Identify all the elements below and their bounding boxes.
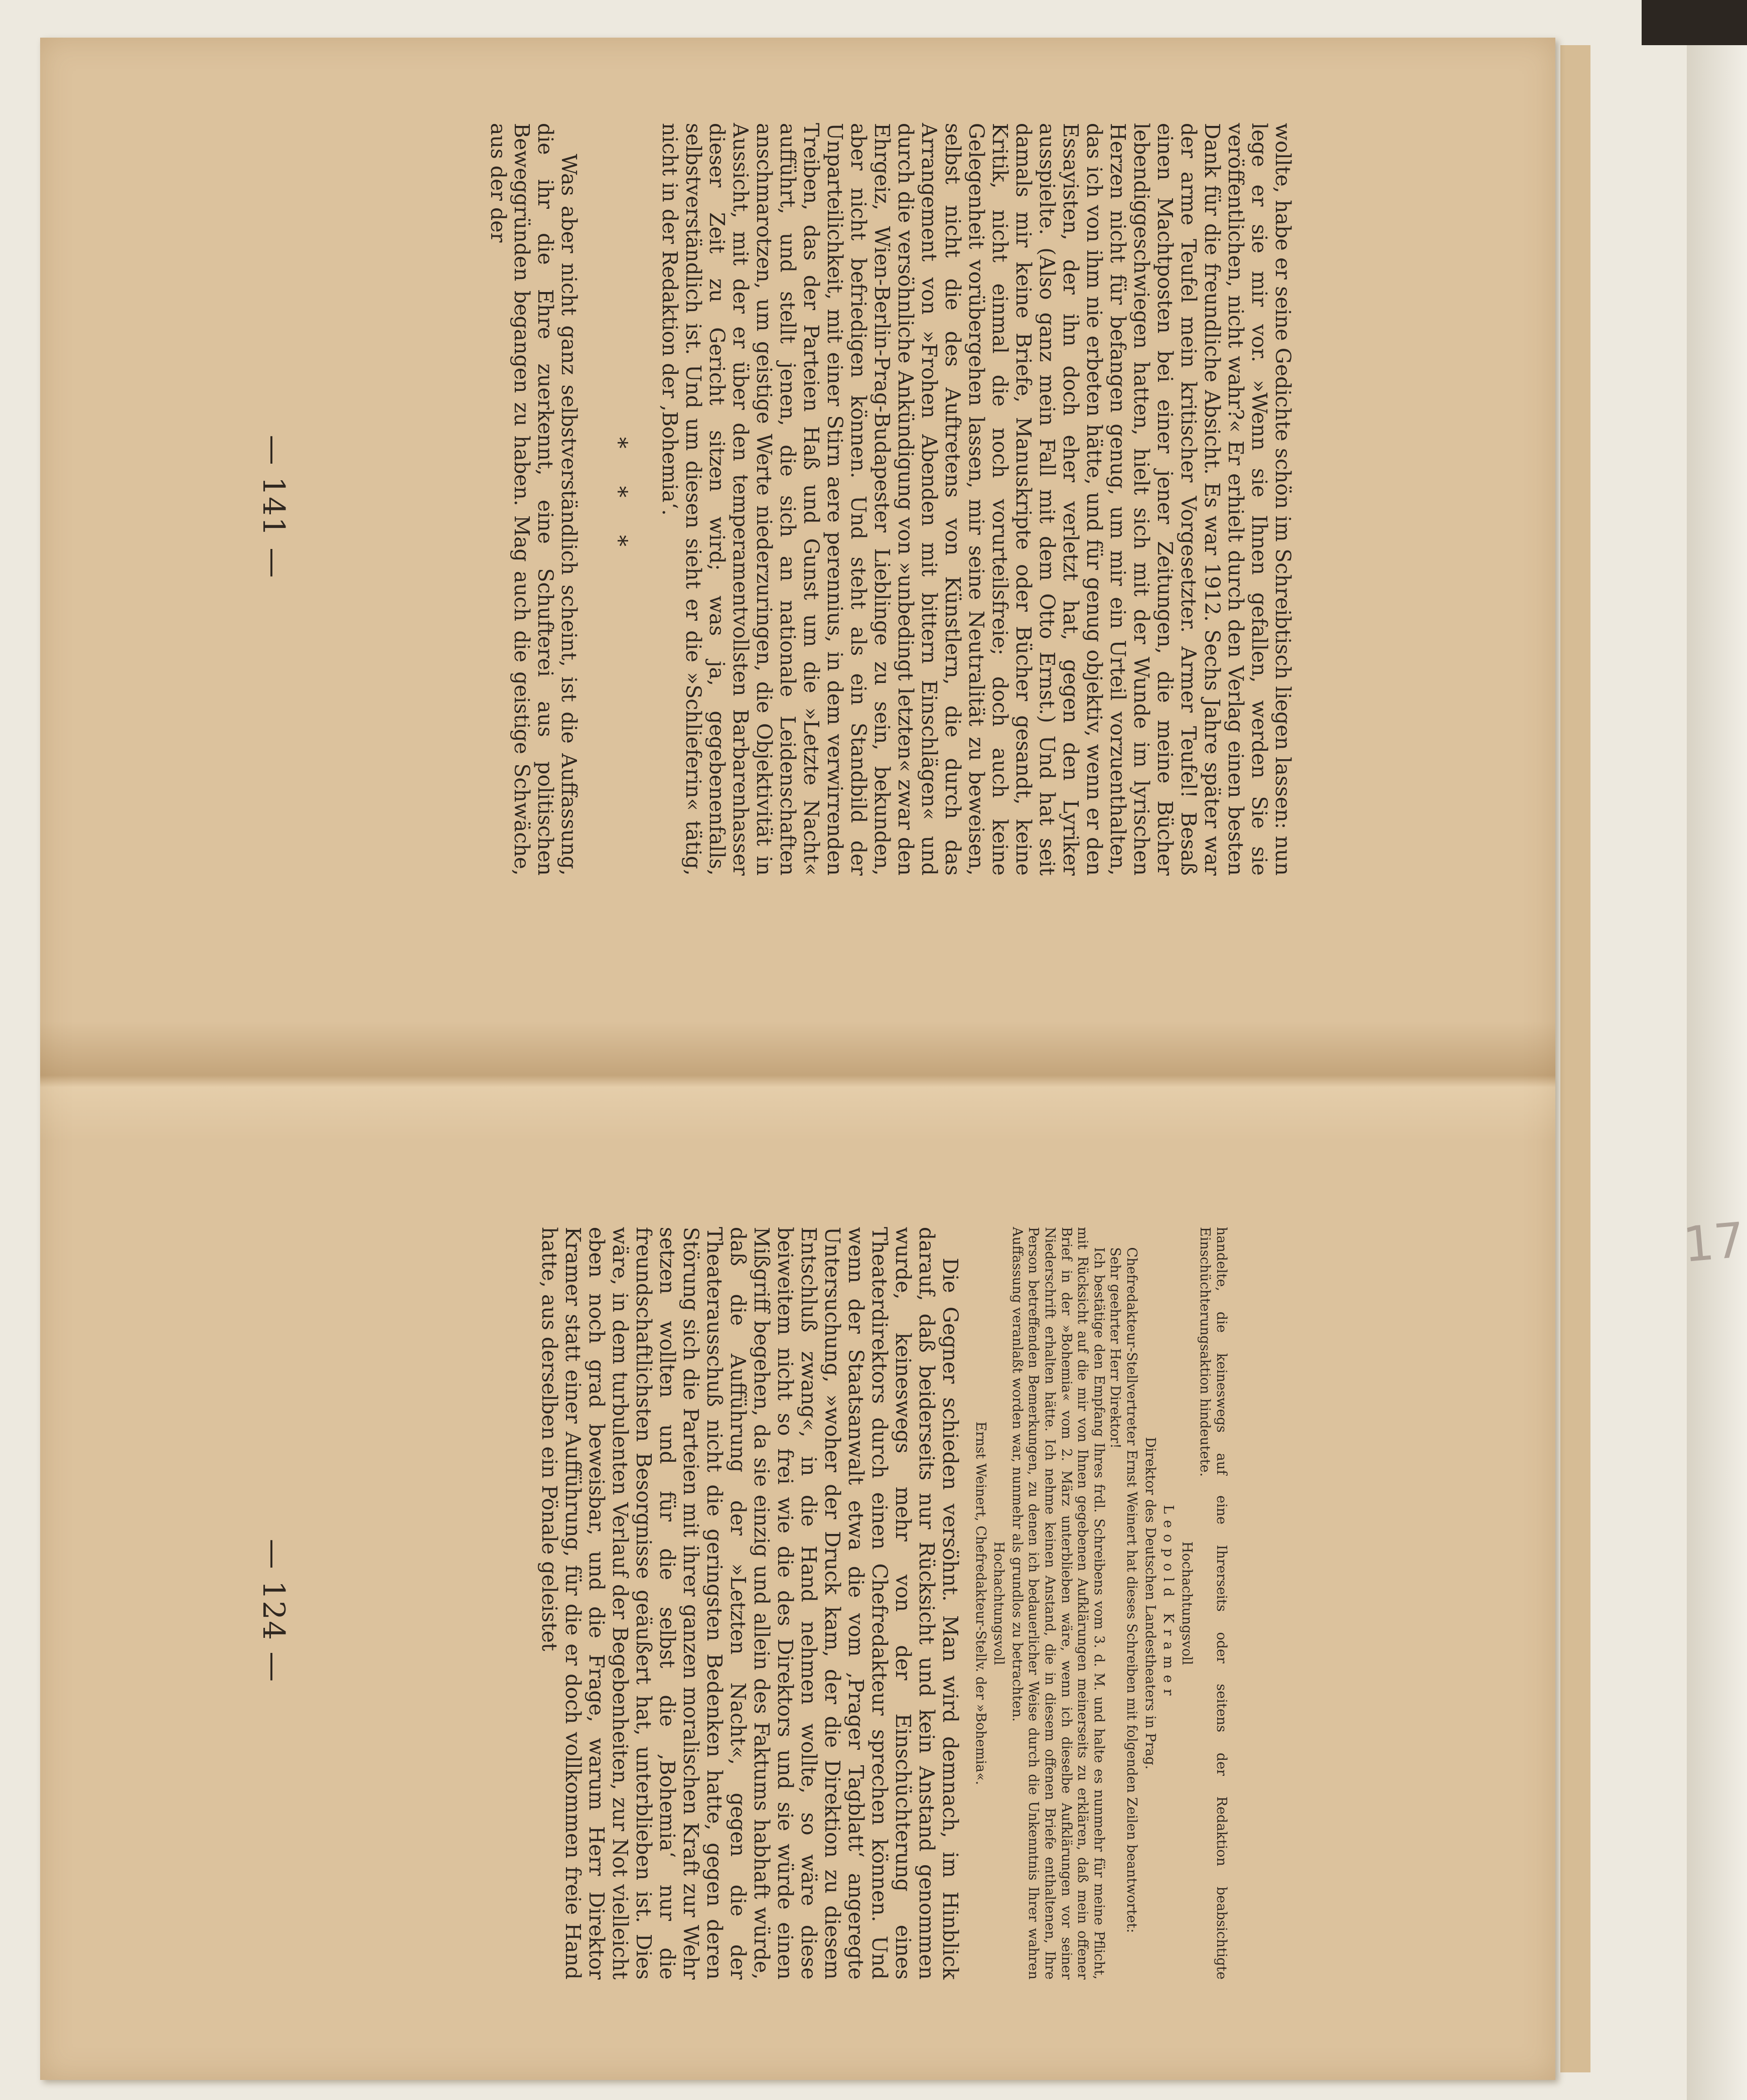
page-124-text — [271, 1227, 1229, 1980]
page-edge — [1560, 45, 1590, 2072]
signature-weinert: Ernst Weinert, Chefredakteur-Stellv. der »Bohemia«. — [972, 1421, 988, 1785]
closing-paragraph: Was aber nicht ganz selbstverständlich scheint, ist die Auffassung, die ihr die Ehre zuerkennt, eine Schufterei aus politischen Beweggründen begangen zu haben. Mag auch die geistige Schwäche, aus der der — [486, 123, 581, 876]
pencil-annotation: 17 — [1681, 1211, 1747, 1274]
rotated-spread — [40, 38, 1555, 2080]
page-number-124: — 124 — — [256, 1538, 291, 1683]
page-141-text — [321, 123, 1294, 876]
section-stars: * * * — [606, 437, 633, 562]
intro-text: handelte, die keineswegs auf eine Ihrerseits oder seitens der Redaktion beabsichtigte Einschüchterungsaktion hindeutete. — [1197, 1227, 1229, 1980]
signature-kramer: Leopold Kramer — [1160, 1505, 1177, 1702]
page-141 — [40, 93, 1555, 921]
signature-kramer-title: Direktor des Deutschen Landestheaters in Prag. — [1142, 1437, 1158, 1770]
letter-salutation: Sehr geehrter Herr Direktor! — [1107, 1247, 1123, 1449]
scanner-corner — [1642, 0, 1747, 45]
main-body-141: wollte, habe er seine Gedichte schön im Schreibtisch liegen lassen: nun lege er sie mir vor. »Wenn sie Ihnen gefallen, werden Sie sie veröffentlichen, nicht wahr?« Er erhielt durch den Verlag einen besten Dank für die freundliche Absicht. Es war 1912. Sechs Jahre später war der arme Teufel mein kritischer Vorgesetzter. Armer Teufel! Besaß einen Machtposten bei einer jener Zeitungen, die meine Bücher lebendiggeschwiegen hatten, hielt sich mit der Wunde im lyrischen Herzen nicht für befangen genug, um mir ein Urteil vorzuenthalten, das ich von ihm nie erbeten hätte, und für genug objektiv, wenn er den Essayisten, der ihn doch eher verletzt hat, gegen den Lyriker ausspielte. (Also ganz mein Fall mit dem Otto Ernst.) Und hat seit damals mir keine Briefe, Manuskripte oder Bücher gesandt, keine Kritik, nicht einmal die noch vorurteilsfreie; doch auch keine Gelegenheit vorübergehen lassen, mir seine Neutralität zu beweisen, selbst nicht die des Auftretens von Künstlern, die durch das Arrangement von »Frohen Abenden mit bittern Einschlägen« und durch die versöhnliche Ankündigung von »unbedingt letzten« zwar den Ehrgeiz, Wien-Berlin-Prag-Budapester Lieblinge zu sein, bekunden, aber nicht befriedigen können. Und steht als ein Standbild der Unparteilichkeit, mit einer Stirn aere perennius, in dem verwirrenden Treiben, das der Parteien Haß und Gunst um die »Letzte Nacht« aufführt, und stellt jenen, die sich an nationale Leidenschaften anschmarotzen, um geistige Werte niederzuringen, die Objektivität in Aussicht, mit der er über den temperamentvollsten Barbarenhasser dieser Zeit zu Gericht sitzen wird; was ja, gegebenenfalls, selbstverständlich ist. Und um diesen sieht er die »Schlieferin« tätig, nicht in der Redaktion der ‚Bohemia‘. — [658, 123, 1295, 876]
page-124 — [40, 1197, 1555, 2025]
page-number-141: — 141 — — [256, 435, 291, 579]
main-body-124: Die Gegner schieden versöhnt. Man wird demnach, im Hinblick darauf, daß beiderseits nur Rücksicht und kein Anstand genommen wurde, keineswegs mehr von der Einschüchterung eines Theaterdirektors durch einen Chefredakteur sprechen können. Und wenn der Staatsanwalt etwa die vom ‚Prager Tagblatt‘ angeregte Untersuchung, »woher der Druck kam, der die Direktion zu diesem Entschluß zwang«, in die Hand nehmen wollte, so wäre diese beiweitem nicht so frei wie die des Direktors und sie würde einen Mißgriff begehen, da sie einzig und allein des Faktums habhaft würde, daß die Aufführung der »Letzten Nacht«, gegen die der Theaterausschuß nicht die geringsten Bedenken hatte, gegen deren Störung sich die Parteien mit ihrer ganzen moralischen Kraft zur Wehr setzen wollten und für die selbst die ‚Bohemia‘ nur die freundschaftlichsten Besorgnisse geäußert hat, unterblieben ist. Dies wäre, in dem turbulenten Verlauf der Begebenheiten, zur Not vielleicht eben noch grad beweisbar, und die Frage, warum Herr Direktor Kramer statt einer Aufführung, für die er doch vollkommen freie Hand hatte, aus derselben ein Pönale geleistet — [537, 1227, 963, 1980]
closing-2: Hochachtungsvoll — [991, 1541, 1007, 1665]
letter-body: Ich bestätige den Empfang Ihres frdl. Schreibens vom 3. d. M. und halte es nunmehr für meine Pflicht, mit Rücksicht auf die mir von Ihnen gegebenen Aufklärungen meinerseits zu erklären, daß mein offener Brief in der »Bohemia« vom 2. März unterblieben wäre, wenn ich dieselbe Aufklärungen vor seiner Niederschrift erhalten hätte. Ich nehme keinen Anstand, die in diesem offenen Briefe enthaltenen, Ihre Person betreffenden Bemerkungen, zu denen ich bedauerlicher Weise durch die Unkenntnis Ihrer wahren Auffassung veranlaßt worden war, nunmehr als grundlos zu betrachten. — [1009, 1227, 1107, 1980]
reply-intro: Chefredakteur-Stellvertreter Ernst Weinert hat dieses Schreiben mit folgenden Zeilen beantwortet: — [1124, 1247, 1140, 1933]
closing-1: Hochachtungsvoll — [1179, 1541, 1195, 1665]
scanner-background — [1687, 0, 1747, 2100]
